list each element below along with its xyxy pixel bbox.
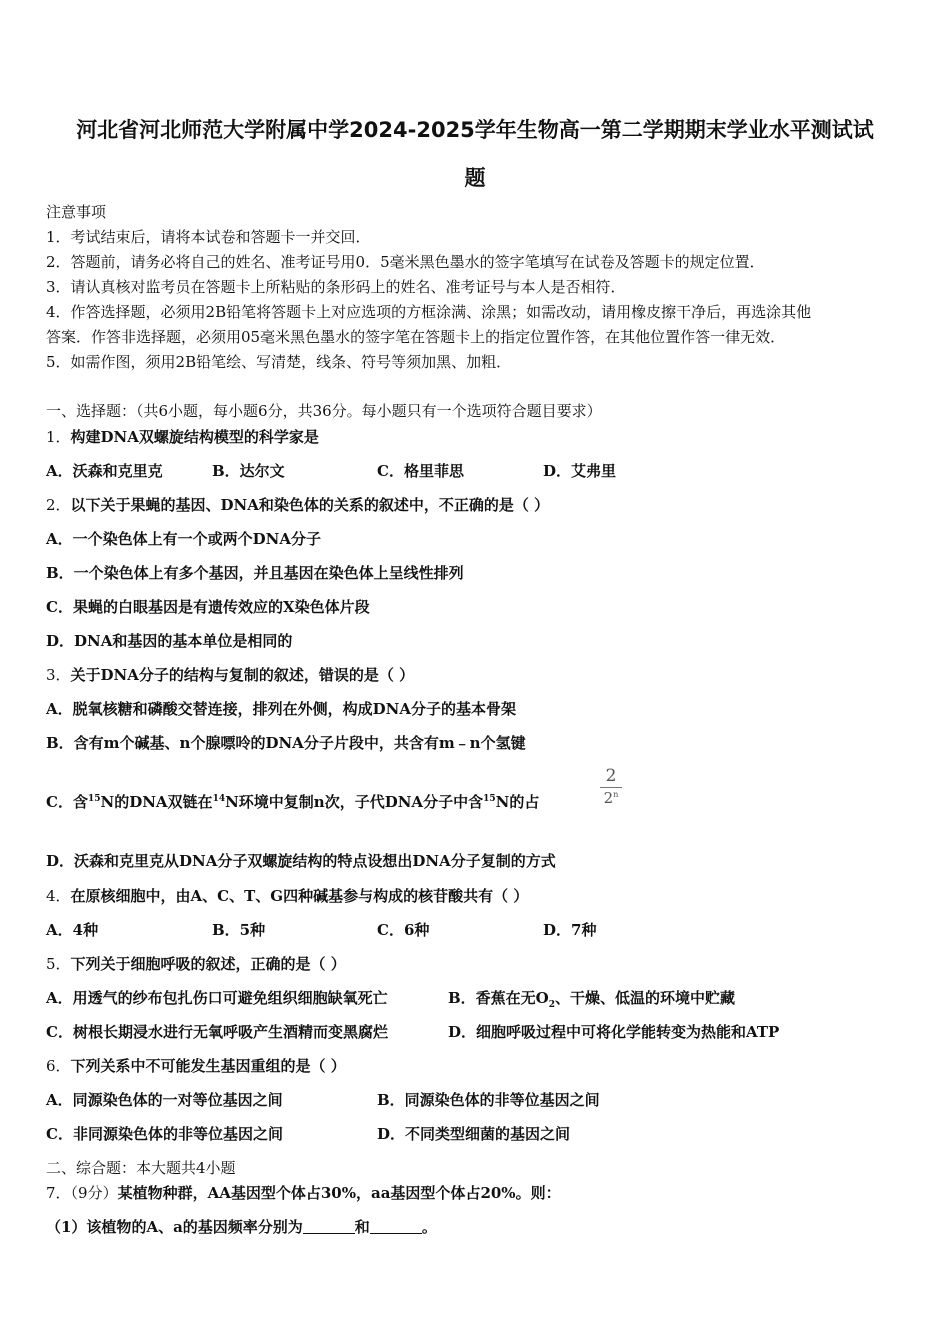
section2-heading: 二、综合题：本大题共4小题	[46, 1159, 236, 1177]
q1-option-b: B．达尔文	[212, 462, 285, 480]
section1-heading: 一、选择题：（共6小题，每小题6分，共36分。每小题只有一个选项符合题目要求）	[46, 402, 602, 420]
isotope-superscript: 15	[87, 794, 101, 804]
q4-option-d: D．7种	[543, 921, 597, 939]
page-title-line2: 题	[464, 166, 486, 190]
q5-option-d: D．细胞呼吸过程中可将化学能转变为热能和ATP	[448, 1023, 780, 1041]
question-stem: 构建DNA双螺旋结构模型的科学家是	[70, 428, 319, 446]
question-stem: 下列关系中不可能发生基因重组的是（ ）	[70, 1057, 346, 1075]
fraction-exponent: n	[613, 790, 619, 799]
subquestion-text: 。	[421, 1218, 437, 1236]
question-number: 3．	[46, 666, 71, 684]
question-number: 2．	[46, 496, 71, 514]
q3-option-b: B．含有m个碱基、n个腺嘌呤的DNA分子片段中，共含有m﹣n个氢键	[46, 734, 526, 752]
q1-option-a: A．沃森和克里克	[46, 462, 163, 480]
fraction-bar	[600, 787, 622, 788]
q6-option-b: B．同源染色体的非等位基因之间	[377, 1091, 600, 1109]
q6-option-a: A．同源染色体的一对等位基因之间	[46, 1091, 283, 1109]
notice-item-5: 5．如需作图，须用2B铅笔绘、写清楚，线条、符号等须加黑、加粗．	[46, 353, 512, 371]
question-number: 5．	[46, 955, 71, 973]
isotope-superscript: 15	[483, 794, 496, 804]
q4-option-b: B．5种	[212, 921, 266, 939]
q1-option-d: D．艾弗里	[543, 462, 617, 480]
q3-option-c	[46, 792, 539, 812]
q2-option-a: A．一个染色体上有一个或两个DNA分子	[46, 530, 321, 548]
fraction-2-over-2n	[598, 766, 624, 807]
q2-option-d: D．DNA和基因的基本单位是相同的	[46, 632, 293, 650]
question-4	[46, 886, 528, 906]
subquestion-text: （1）该植物的A、a的基因频率分别为	[46, 1218, 303, 1236]
isotope-superscript: 14	[212, 794, 226, 804]
fraction-numerator: 2	[605, 766, 617, 786]
page-title-line1: 河北省河北师范大学附属中学2024-2025学年生物高一第二学期期末学业水平测试试	[76, 118, 874, 142]
question-number: 1．	[46, 428, 71, 446]
question-1	[46, 427, 319, 447]
fraction-base: 2	[603, 789, 614, 807]
question-stem: 关于DNA分子的结构与复制的叙述，错误的是（ ）	[70, 666, 415, 684]
q5-option-c: C．树根长期浸水进行无氧呼吸产生酒精而变黑腐烂	[46, 1023, 388, 1041]
question-7	[46, 1183, 561, 1203]
q2-option-c: C．果蝇的白眼基因是有遗传效应的X染色体片段	[46, 598, 370, 616]
question-stem: 以下关于果蝇的基因、DNA和染色体的关系的叙述中，不正确的是（ ）	[70, 496, 550, 514]
q3-c-text: C．含	[46, 793, 88, 811]
subscript: 2	[548, 1000, 556, 1010]
q4-option-c: C．6种	[377, 921, 430, 939]
question-5	[46, 954, 346, 974]
notice-item-4-cont: 答案．作答非选择题，必须用05毫米黑色墨水的签字笔在答题卡上的指定位置作答，在其他位置作答一律无效．	[46, 328, 786, 346]
notice-heading: 注意事项	[46, 203, 107, 221]
question-stem: 某植物种群，AA基因型个体占30%，aa基因型个体占20%。则：	[117, 1184, 561, 1202]
question-3	[46, 665, 414, 685]
q5-option-b	[448, 988, 735, 1008]
notice-item-4: 4．作答选择题，必须用2B铅笔将答题卡上对应选项的方框涂满、涂黑；如需改动，请用橡皮擦干净后，再选涂其他	[46, 303, 812, 321]
fraction-denominator	[598, 789, 624, 807]
question-score: （9分）	[70, 1184, 118, 1202]
question-number: 4．	[46, 887, 71, 905]
question-2	[46, 495, 549, 515]
subquestion-text: 和	[354, 1218, 370, 1236]
q1-option-c: C．格里菲思	[377, 462, 464, 480]
q7-subquestion-1	[46, 1217, 437, 1237]
question-stem: 下列关于细胞呼吸的叙述，正确的是（ ）	[70, 955, 346, 973]
notice-item-3: 3．请认真核对监考员在答题卡上所粘贴的条形码上的姓名、准考证号与本人是否相符．	[46, 278, 626, 296]
notice-item-1: 1．考试结束后，请将本试卷和答题卡一并交回．	[46, 228, 371, 246]
q6-option-d: D．不同类型细菌的基因之间	[377, 1125, 571, 1143]
q6-option-c: C．非同源染色体的非等位基因之间	[46, 1125, 283, 1143]
q2-option-b: B．一个染色体上有多个基因，并且基因在染色体上呈线性排列	[46, 564, 464, 582]
q3-c-text: N的占	[495, 793, 540, 811]
q3-option-a: A．脱氧核糖和磷酸交替连接，排列在外侧，构成DNA分子的基本骨架	[46, 700, 516, 718]
notice-item-2: 2．答题前，请务必将自己的姓名、准考证号用0．5毫米黑色墨水的签字笔填写在试卷及答题卡的规定位置．	[46, 253, 765, 271]
q5-option-a: A．用透气的纱布包扎伤口可避免组织细胞缺氧死亡	[46, 989, 388, 1007]
q3-c-text: N的DNA双链在	[100, 793, 213, 811]
question-number: 7．	[46, 1184, 71, 1202]
answer-blank[interactable]	[370, 1218, 422, 1234]
question-stem: 在原核细胞中，由A、C、T、G四种碱基参与构成的核苷酸共有（ ）	[70, 887, 529, 905]
q3-c-text: N环境中复制n次，子代DNA分子中含	[225, 793, 484, 811]
question-6	[46, 1056, 346, 1076]
q3-option-d: D．沃森和克里克从DNA分子双螺旋结构的特点设想出DNA分子复制的方式	[46, 852, 556, 870]
answer-blank[interactable]	[303, 1218, 355, 1234]
q4-option-a: A．4种	[46, 921, 99, 939]
q5-b-text: B．香蕉在无O	[448, 989, 549, 1007]
q5-b-text: 、干燥、低温的环境中贮藏	[555, 989, 736, 1007]
question-number: 6．	[46, 1057, 71, 1075]
